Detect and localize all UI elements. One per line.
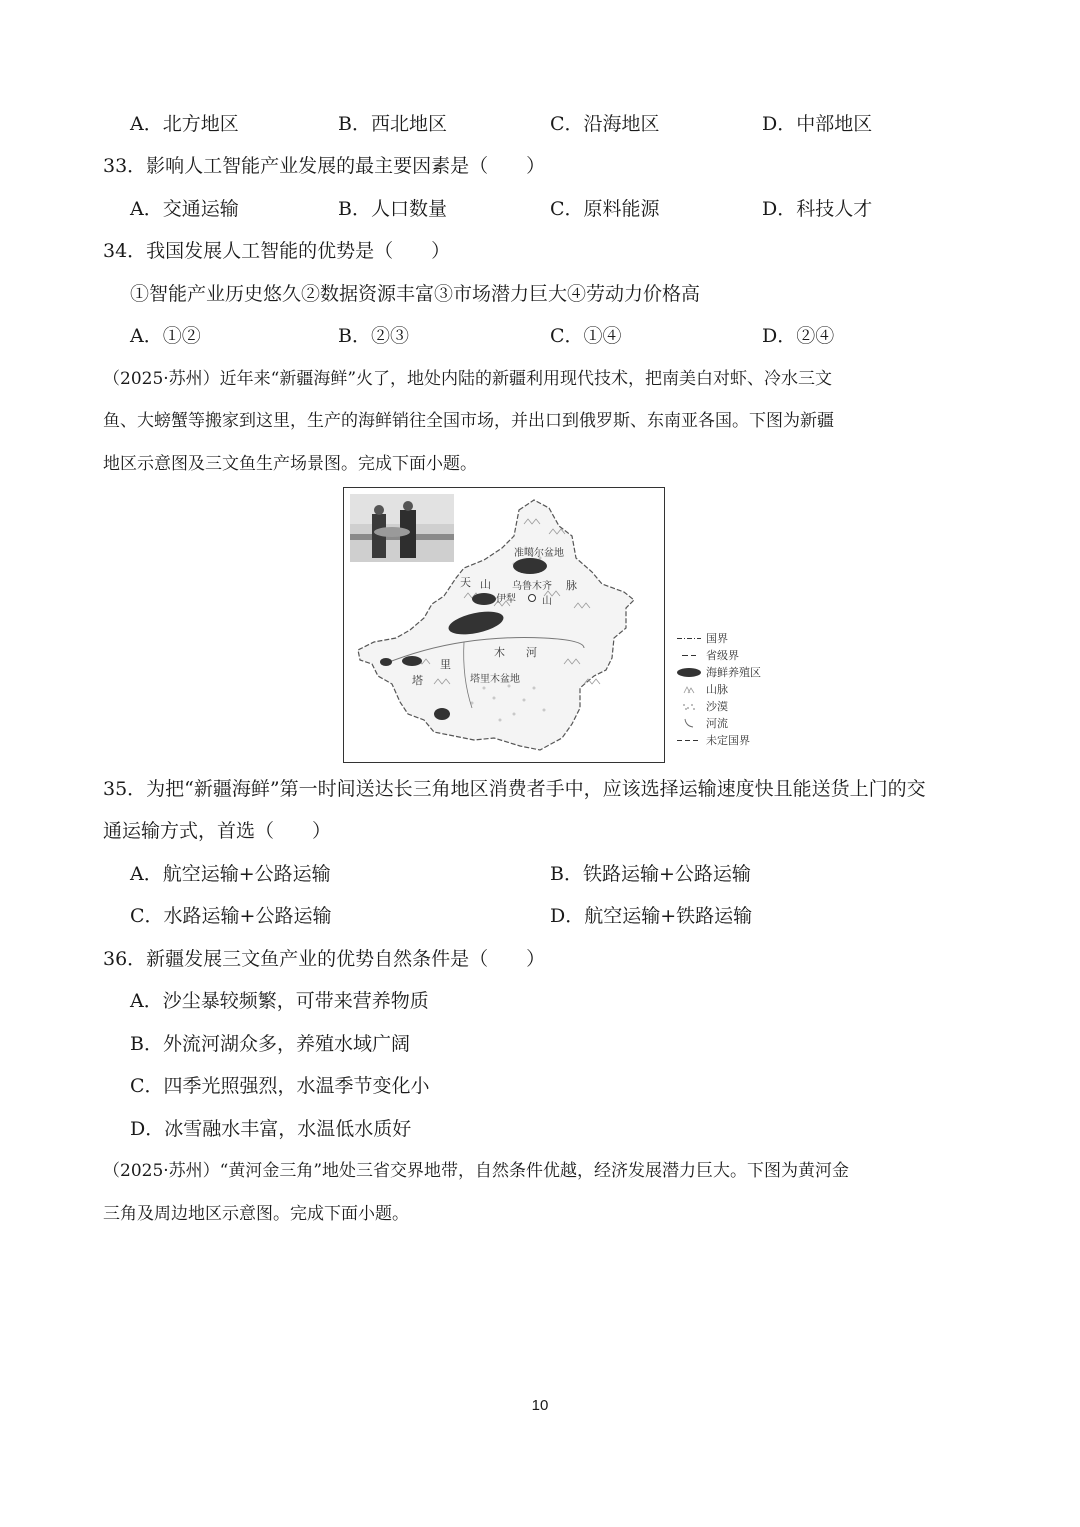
- q33-option-c: C．原料能源: [550, 198, 660, 220]
- urumqi-marker: [529, 595, 536, 602]
- q32-option-b: B．西北地区: [338, 113, 447, 135]
- q35-stem-line2: 通运输方式，首选（ ）: [103, 820, 332, 842]
- legend-item: [676, 698, 761, 715]
- q36-option-b: B．外流河湖众多，养殖水域广阔: [130, 1033, 410, 1055]
- label-mai: 脉: [566, 579, 577, 592]
- aquaculture-area: [513, 558, 547, 574]
- legend-label: 山脉: [706, 683, 728, 696]
- label-tian: 天: [460, 576, 471, 589]
- q35-option-b: B．铁路运输+公路运输: [550, 863, 751, 885]
- legend-label: 海鲜养殖区: [706, 666, 761, 679]
- q35-option-a: A．航空运输+公路运输: [130, 863, 331, 885]
- legend-item: [676, 681, 761, 698]
- q34-option-a: A．①②: [130, 325, 201, 347]
- label-he: 河: [526, 646, 537, 659]
- map-legend: [676, 630, 761, 749]
- legend-label: 国界: [706, 632, 728, 645]
- q32-option-d: D．中部地区: [762, 113, 873, 135]
- label-junggar: 准噶尔盆地: [514, 548, 564, 559]
- q33-option-a: A．交通运输: [130, 198, 239, 220]
- label-ta: 塔: [412, 674, 423, 687]
- legend-desert-symbol: [676, 701, 702, 712]
- xinjiang-map: [343, 487, 665, 763]
- passage1-line3: 地区示意图及三文鱼生产场景图。完成下面小题。: [103, 454, 477, 474]
- legend-item: [676, 732, 761, 749]
- q33-option-d: D．科技人才: [762, 198, 873, 220]
- q34-stem: 34．我国发展人工智能的优势是（ ）: [103, 240, 451, 262]
- legend-label: 省级界: [706, 649, 739, 662]
- q32-option-a: A．北方地区: [130, 113, 239, 135]
- legend-item: [676, 715, 761, 732]
- aquaculture-area: [472, 593, 496, 605]
- xinjiang-map-svg: [344, 488, 663, 761]
- label-li: 里: [440, 658, 451, 671]
- legend-national-border-symbol: [676, 633, 702, 644]
- q36-option-d: D．冰雪融水丰富，水温低水质好: [130, 1118, 412, 1140]
- q34-option-d: D．②④: [762, 325, 835, 347]
- label-tarim: 塔里木盆地: [470, 674, 520, 685]
- legend-mountain-symbol: [676, 684, 702, 695]
- aquaculture-area: [434, 708, 450, 720]
- legend-provincial-border-symbol: [676, 650, 702, 661]
- q36-stem: 36．新疆发展三文鱼产业的优势自然条件是（ ）: [103, 948, 546, 970]
- label-shan2: 山: [542, 596, 552, 607]
- passage1-line1: （2025·苏州）近年来“新疆海鲜”火了，地处内陆的新疆利用现代技术，把南美白对虾、冷水三文: [103, 369, 833, 389]
- q35-stem-line1: 35．为把“新疆海鲜”第一时间送达长三角地区消费者手中，应该选择运输速度快且能送货上门的交: [103, 778, 926, 800]
- page-number: 10: [531, 1397, 549, 1414]
- passage1-line2: 鱼、大螃蟹等搬家到这里，生产的海鲜销往全国市场，并出口到俄罗斯、东南亚各国。下图为新疆: [103, 411, 834, 431]
- label-shan: 山: [480, 578, 491, 591]
- legend-river-symbol: [676, 718, 702, 729]
- q34-option-b: B．②③: [338, 325, 409, 347]
- legend-item: [676, 647, 761, 664]
- label-urumqi: 乌鲁木齐: [512, 581, 552, 592]
- label-yili: 伊犁: [496, 594, 516, 605]
- label-mu: 木: [494, 646, 505, 659]
- q34-option-c: C．①④: [550, 325, 622, 347]
- legend-undefined-border-symbol: [676, 735, 702, 746]
- aquaculture-area: [402, 656, 422, 666]
- q35-option-d: D．航空运输+铁路运输: [550, 905, 753, 927]
- q32-option-c: C．沿海地区: [550, 113, 660, 135]
- q33-stem: 33．影响人工智能产业发展的最主要因素是（ ）: [103, 155, 546, 177]
- passage2-line1: （2025·苏州）“黄河金三角”地处三省交界地带，自然条件优越，经济发展潜力巨大。下图为黄河金: [103, 1161, 850, 1181]
- legend-label: 河流: [706, 717, 728, 730]
- salmon-photo: [350, 494, 454, 562]
- legend-aquaculture-symbol: [676, 667, 702, 678]
- aquaculture-area: [380, 658, 392, 666]
- q34-statements: ①智能产业历史悠久②数据资源丰富③市场潜力巨大④劳动力价格高: [130, 283, 701, 305]
- legend-item: [676, 664, 761, 681]
- q33-option-b: B．人口数量: [338, 198, 447, 220]
- legend-label: 沙漠: [706, 700, 728, 713]
- legend-label: 未定国界: [706, 734, 750, 747]
- legend-item: [676, 630, 761, 647]
- passage2-line2: 三角及周边地区示意图。完成下面小题。: [103, 1204, 409, 1224]
- q36-option-c: C．四季光照强烈，水温季节变化小: [130, 1075, 430, 1097]
- q36-option-a: A．沙尘暴较频繁，可带来营养物质: [130, 990, 429, 1012]
- q35-option-c: C．水路运输+公路运输: [130, 905, 332, 927]
